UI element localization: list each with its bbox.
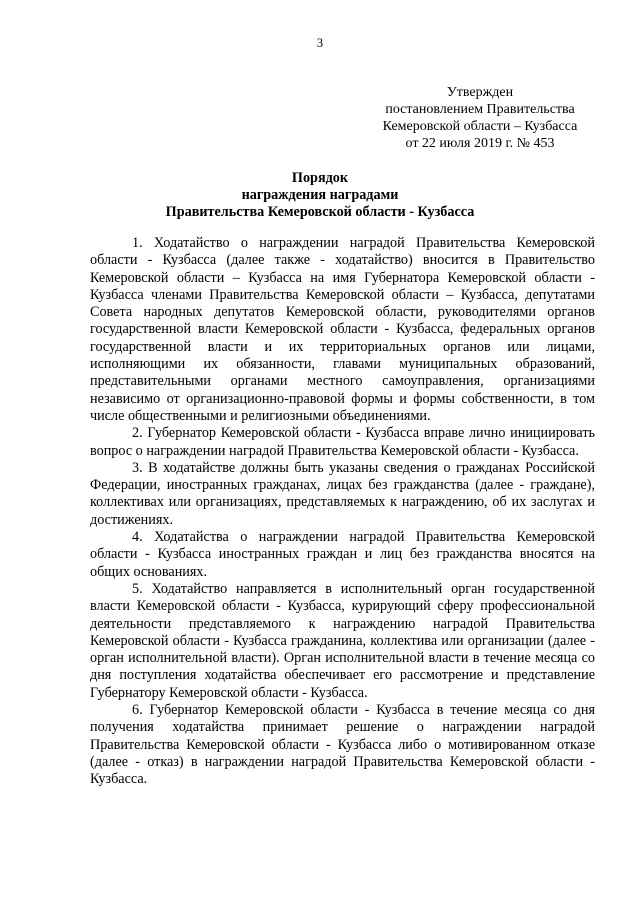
approval-line: от 22 июля 2019 г. № 453 [405,136,555,151]
document-body [90,235,595,789]
paragraph-3: 3. В ходатайстве должны быть указаны сведения о гражданах Российской Федерации, иностранных гражданах, лицах без гражданства (далее - граждане), коллективах или организациях, представляемых к награждению, об их заслугах и достижениях. [90,459,595,528]
paragraph-2: 2. Губернатор Кемеровской области - Кузбасса вправе лично инициировать вопрос о награждении наградой Правительства Кемеровской области - Кузбасса. [90,425,595,459]
paragraph-1: 1. Ходатайство о награждении наградой Правительства Кемеровской области - Кузбасса (далее также - ходатайство) вносится в Правительство Кемеровской области – Кузбасса на имя Губернатора Кемеровской области - Кузбасса членами Правительства Кемеровской области – Кузбасса, депутатами Совета народных депутатов Кемеровской области, руководителями органов государственной власти Кемеровской области - Кузбасса, федеральных органов государственной власти и их территориальных органов или лицами, исполняющими их обязанности, главами муниципальных образований, представительными органами местного самоуправления, организациями независимо от организационно-правовой формы и формы собственности, в том числе общественными и религиозными объединениями. [90,235,595,424]
title-line: Правительства Кемеровской области - Кузбасса [165,204,475,220]
approval-block [370,84,590,152]
paragraph-4: 4. Ходатайства о награждении наградой Правительства Кемеровской области - Кузбасса иностранных граждан и лиц без гражданства вносятся на общих основаниях. [90,529,595,580]
approval-line: Утвержден [446,85,514,100]
page-number: 3 [316,36,324,50]
approval-line: постановлением Правительства [385,102,575,117]
title-line: Порядок [291,170,349,186]
approval-line: Кемеровской области – Кузбасса [382,119,578,134]
document-title [0,170,640,221]
title-line: награждения наградами [241,187,399,203]
paragraph-6: 6. Губернатор Кемеровской области - Кузбасса в течение месяца со дня получения ходатайства принимает решение о награждении наградой Правительства Кемеровской области - Кузбасса либо о мотивированном отказе (далее - отказ) в награждении наградой Правительства Кемеровской области - Кузбасса. [90,702,595,788]
paragraph-5: 5. Ходатайство направляется в исполнительный орган государственной власти Кемеровской области - Кузбасса, курирующий сферу профессиональной деятельности представляемого к награждению наградой Правительства Кемеровской области - Кузбасса гражданина, коллектива или организации (далее - орган исполнительной власти). Орган исполнительной власти в течение месяца со дня поступления ходатайства обеспечивает его рассмотрение и представление Губернатору Кемеровской области - Кузбасса. [90,580,595,701]
